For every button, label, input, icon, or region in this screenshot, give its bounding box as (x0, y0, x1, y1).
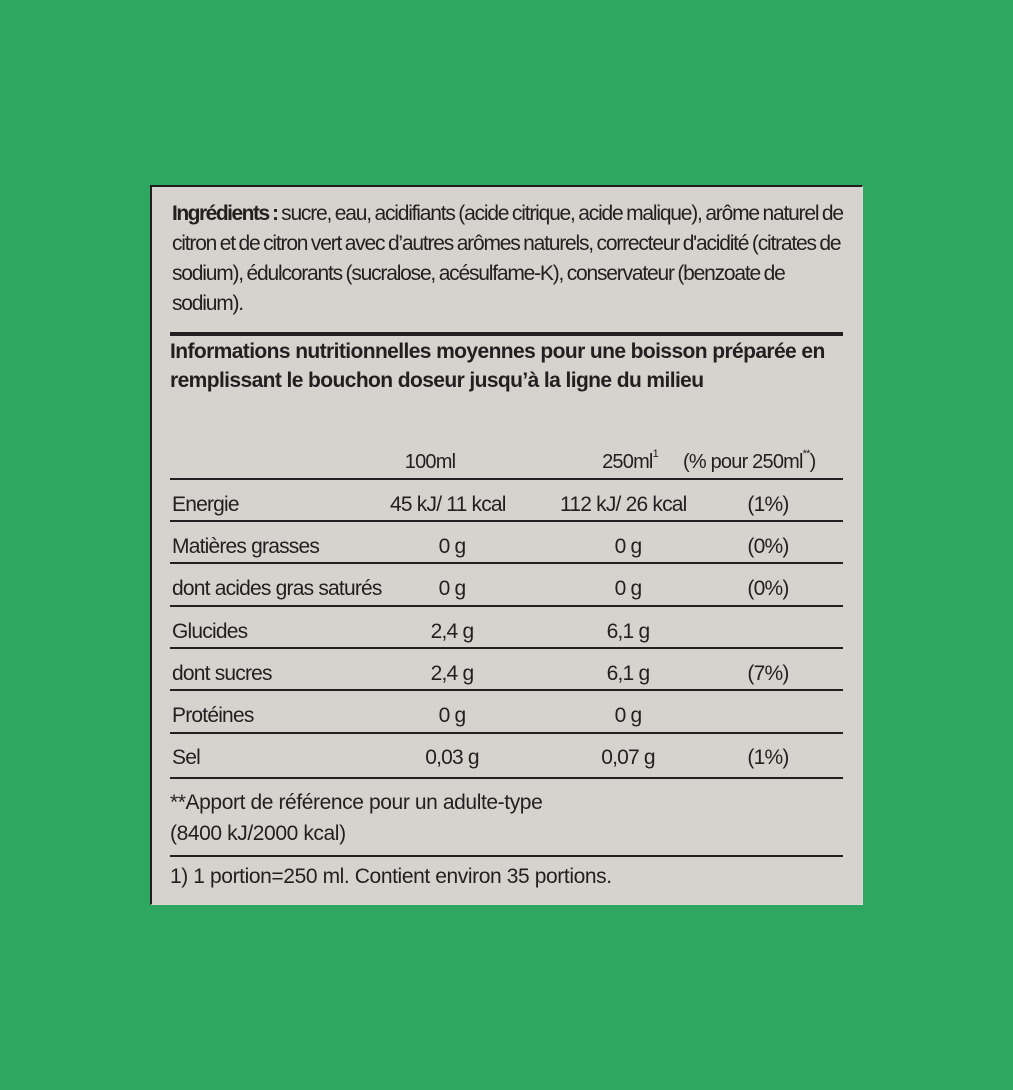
row-name-energie: Energie (172, 493, 239, 516)
row-divider (170, 732, 843, 734)
row-divider (170, 520, 843, 522)
ingredients-lead: Ingrédients : (172, 202, 278, 225)
row-divider (170, 647, 843, 649)
row-per250-sel: 0,07 g (601, 746, 655, 769)
row-pct-acides-gras-satures: (0%) (747, 577, 789, 600)
row-per250-acides-gras-satures: 0 g (614, 577, 642, 600)
nutrition-label-panel (150, 185, 863, 905)
divider-thick (170, 332, 843, 336)
row-per250-matieres-grasses: 0 g (614, 535, 642, 558)
row-divider (170, 478, 843, 480)
row-per100-sel: 0,03 g (425, 746, 479, 769)
header-per-100ml: 100ml (404, 451, 456, 473)
footnote-portion: 1) 1 portion=250 ml. Contient environ 35 portions. (170, 865, 612, 888)
header-per-250ml-note: 1 (652, 448, 658, 460)
row-per100-glucides: 2,4 g (430, 620, 474, 643)
header-percent-close: ) (809, 451, 816, 473)
row-name-matieres-grasses: Matières grasses (172, 535, 320, 558)
row-per100-matieres-grasses: 0 g (438, 535, 466, 558)
row-pct-dont-sucres: (7%) (747, 662, 789, 685)
header-per-250ml-text: 250ml (602, 451, 653, 473)
row-per250-dont-sucres: 6,1 g (606, 662, 650, 685)
header-percent-note: ** (802, 448, 810, 460)
row-divider (170, 777, 843, 779)
row-per100-dont-sucres: 2,4 g (430, 662, 474, 685)
row-divider (170, 855, 843, 857)
row-divider (170, 605, 843, 607)
header-percent-ri (683, 449, 816, 475)
ingredients-list: sucre, eau, acidifiants (acide citrique, acide malique), arôme naturel de citron et de citron vert avec d’autres arômes naturels, correcteur d'acidité (citrates de sodium), édulcorants (sucralose, acésulfame-K), conservateur (benzoate de sodium). (172, 202, 843, 315)
row-per100-proteines: 0 g (438, 704, 466, 727)
header-percent-text: (% pour 250ml (683, 451, 803, 473)
row-name-glucides: Glucides (172, 620, 248, 643)
row-name-sel: Sel (172, 746, 200, 769)
row-per250-proteines: 0 g (614, 704, 642, 727)
header-per-250ml (570, 449, 690, 475)
row-per250-glucides: 6,1 g (606, 620, 650, 643)
row-divider (170, 689, 843, 691)
row-divider (170, 562, 843, 564)
ingredients-text (172, 199, 852, 319)
row-per100-acides-gras-satures: 0 g (438, 577, 466, 600)
row-name-acides-gras-satures: dont acides gras saturés (172, 577, 382, 600)
row-pct-sel: (1%) (747, 746, 789, 769)
row-per100-energie: 45 kJ/ 11 kcal (390, 493, 506, 516)
row-name-dont-sucres: dont sucres (172, 662, 272, 685)
row-name-proteines: Protéines (172, 704, 254, 727)
footnote-reference-line1: **Apport de référence pour un adulte-type (170, 791, 543, 814)
row-pct-matieres-grasses: (0%) (747, 535, 789, 558)
footnote-reference-line2: (8400 kJ/2000 kcal) (170, 822, 346, 845)
row-pct-energie: (1%) (747, 493, 789, 516)
row-per250-energie: 112 kJ/ 26 kcal (560, 493, 687, 516)
nutrition-title: Informations nutritionnelles moyennes pour une boisson préparée en remplissant le bouchon doseur jusqu’à la ligne du milieu (170, 340, 825, 392)
